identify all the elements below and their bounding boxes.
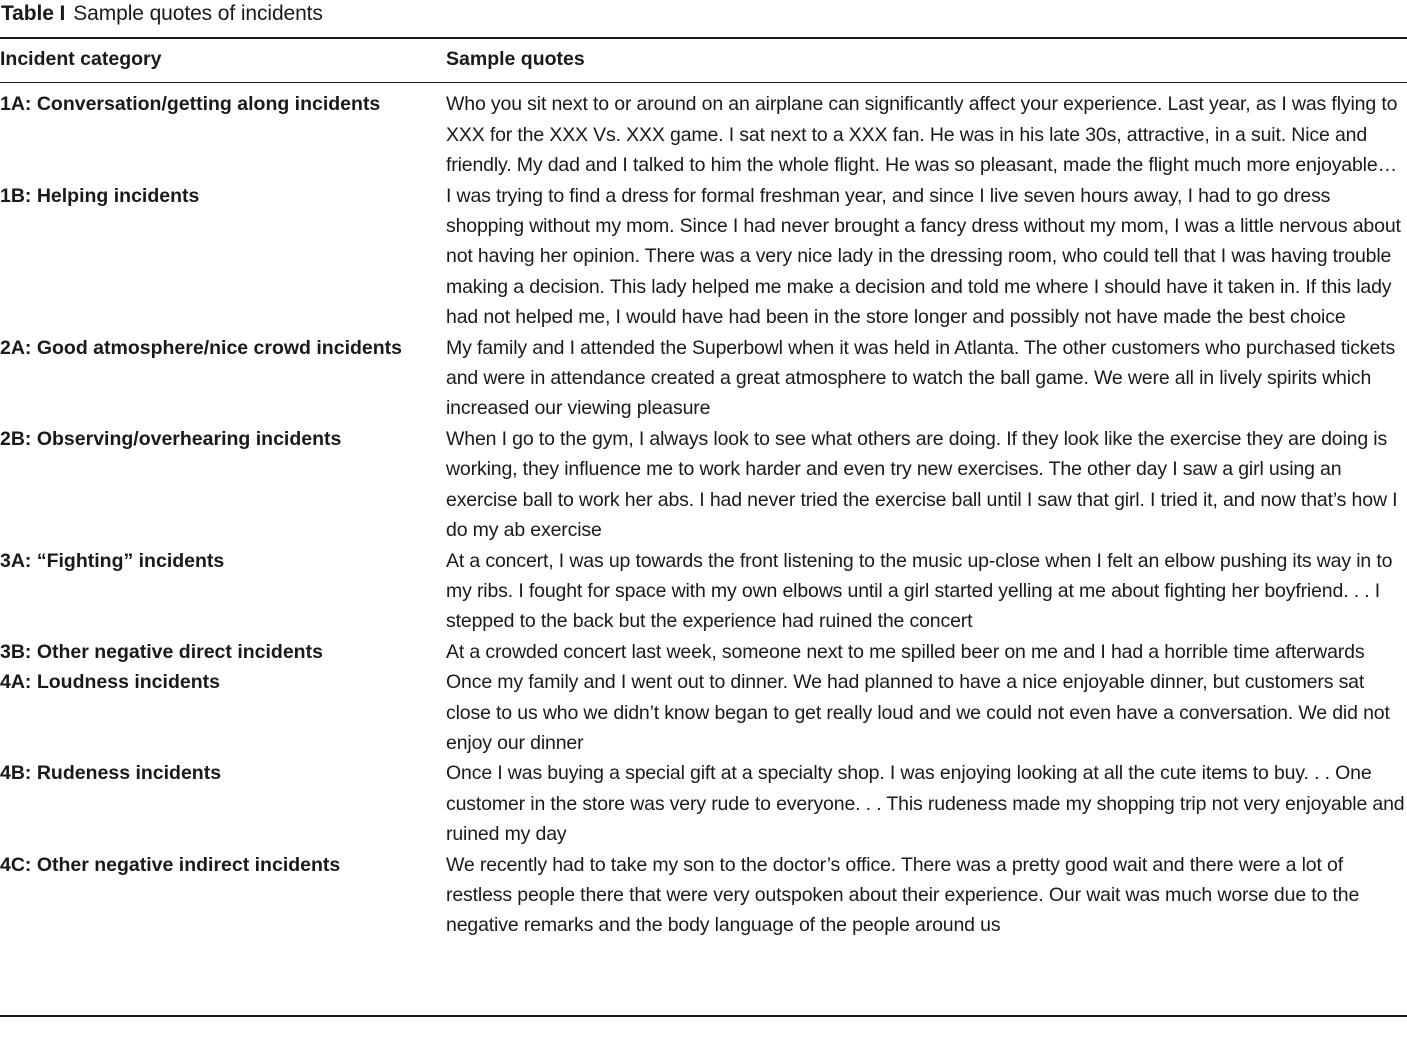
table-body [0, 89, 1407, 940]
sample-quote-cell: We recently had to take my son to the doctor’s office. There was a pretty good wait and there were a lot of restless people there that were very outspoken about their experience. Our wait was much worse due to the negative remarks and the body language of the people around us [446, 853, 1360, 937]
table-caption-title: Sample quotes of incidents [73, 2, 323, 25]
sample-quote-cell: When I go to the gym, I always look to see what others are doing. If they look like the exercise they are doing is working, they influence me to work harder and even try new exercises. The other day I saw a girl using an exercise ball to work her abs. I had never tried the exercise ball until I saw that girl. I tried it, and now that’s how I do my ab exercise [446, 427, 1398, 542]
table-row [0, 333, 1407, 424]
sample-quote-cell: At a concert, I was up towards the front listening to the music up-close when I felt an elbow pushing its way in to my ribs. I fought for space with my own elbows until a girl started yelling at me about fighting her boyfriend. . . I stepped to the back but the experience had ruined the concert [446, 549, 1393, 633]
incident-category-cell: 1B: Helping incidents [0, 184, 200, 207]
sample-quote-cell: Once my family and I went out to dinner. We had planned to have a nice enjoyable dinner, but customers sat close to us who we didn’t know began to get really loud and we could not even have a conversation. We did not enjoy our dinner [446, 671, 1390, 754]
incident-category-cell: 3B: Other negative direct incidents [0, 640, 323, 663]
incident-category-cell: 4A: Loudness incidents [0, 671, 220, 694]
table-row [0, 546, 1407, 637]
incident-category-cell: 2B: Observing/overhearing incidents [0, 427, 342, 450]
column-header-sample-quotes: Sample quotes [446, 48, 585, 70]
table-row [0, 637, 1407, 667]
incident-category-cell: 1A: Conversation/getting along incidents [0, 93, 381, 116]
table-top-rule [0, 37, 1407, 39]
sample-quote-cell: Who you sit next to or around on an airplane can significantly affect your experience. Last year, as I was flying to XXX for the XXX Vs. XXX game. I sat next to a XXX fan. He was in his late 30s, attractive, in a suit. Nice and friendly. My dad and I talked to him the whole flight. He was so pleasant, made the flight much more enjoyable… [446, 93, 1398, 177]
table-row [0, 667, 1407, 758]
incident-category-cell: 4C: Other negative indirect incidents [0, 853, 341, 876]
column-header-incident-category: Incident category [0, 48, 162, 70]
incident-category-cell: 3A: “Fighting” incidents [0, 549, 225, 572]
sample-quote-cell: Once I was buying a special gift at a specialty shop. I was enjoying looking at all the cute items to buy. . . One customer in the store was very rude to everyone. . . This rudeness made my shopping trip not very enjoyable and ruined my day [446, 762, 1405, 846]
sample-quote-cell: At a crowded concert last week, someone next to me spilled beer on me and I had a horrible time afterwards [446, 640, 1365, 663]
table-row [0, 181, 1407, 333]
sample-quote-cell: I was trying to find a dress for formal freshman year, and since I live seven hours away, I had to go dress shopping without my mom. Since I had never brought a fancy dress without my mom, I was a little nervous about not having her opinion. There was a very nice lady in the dressing room, who could tell that I was having trouble making a decision. This lady helped me make a decision and told me where I should have it taken in. If this lady had not helped me, I would have had been in the store longer and possibly not have made the best choice [446, 184, 1401, 329]
table-header-row [0, 44, 1407, 89]
incidents-table [0, 44, 1407, 941]
table-caption-label: Table I [1, 2, 66, 25]
table-row [0, 850, 1407, 941]
sample-quote-cell: My family and I attended the Superbowl when it was held in Atlanta. The other customers who purchased tickets and were in attendance created a great atmosphere to watch the ball game. We were all in lively spirits which increased our viewing pleasure [446, 336, 1396, 420]
table-bottom-rule [0, 1015, 1407, 1017]
table-caption [1, 1, 323, 27]
table-row [0, 89, 1407, 180]
table-row [0, 758, 1407, 849]
incident-category-cell: 2A: Good atmosphere/nice crowd incidents [0, 336, 402, 359]
incident-category-cell: 4B: Rudeness incidents [0, 762, 222, 785]
table-row [0, 424, 1407, 546]
table-header [0, 44, 1407, 89]
